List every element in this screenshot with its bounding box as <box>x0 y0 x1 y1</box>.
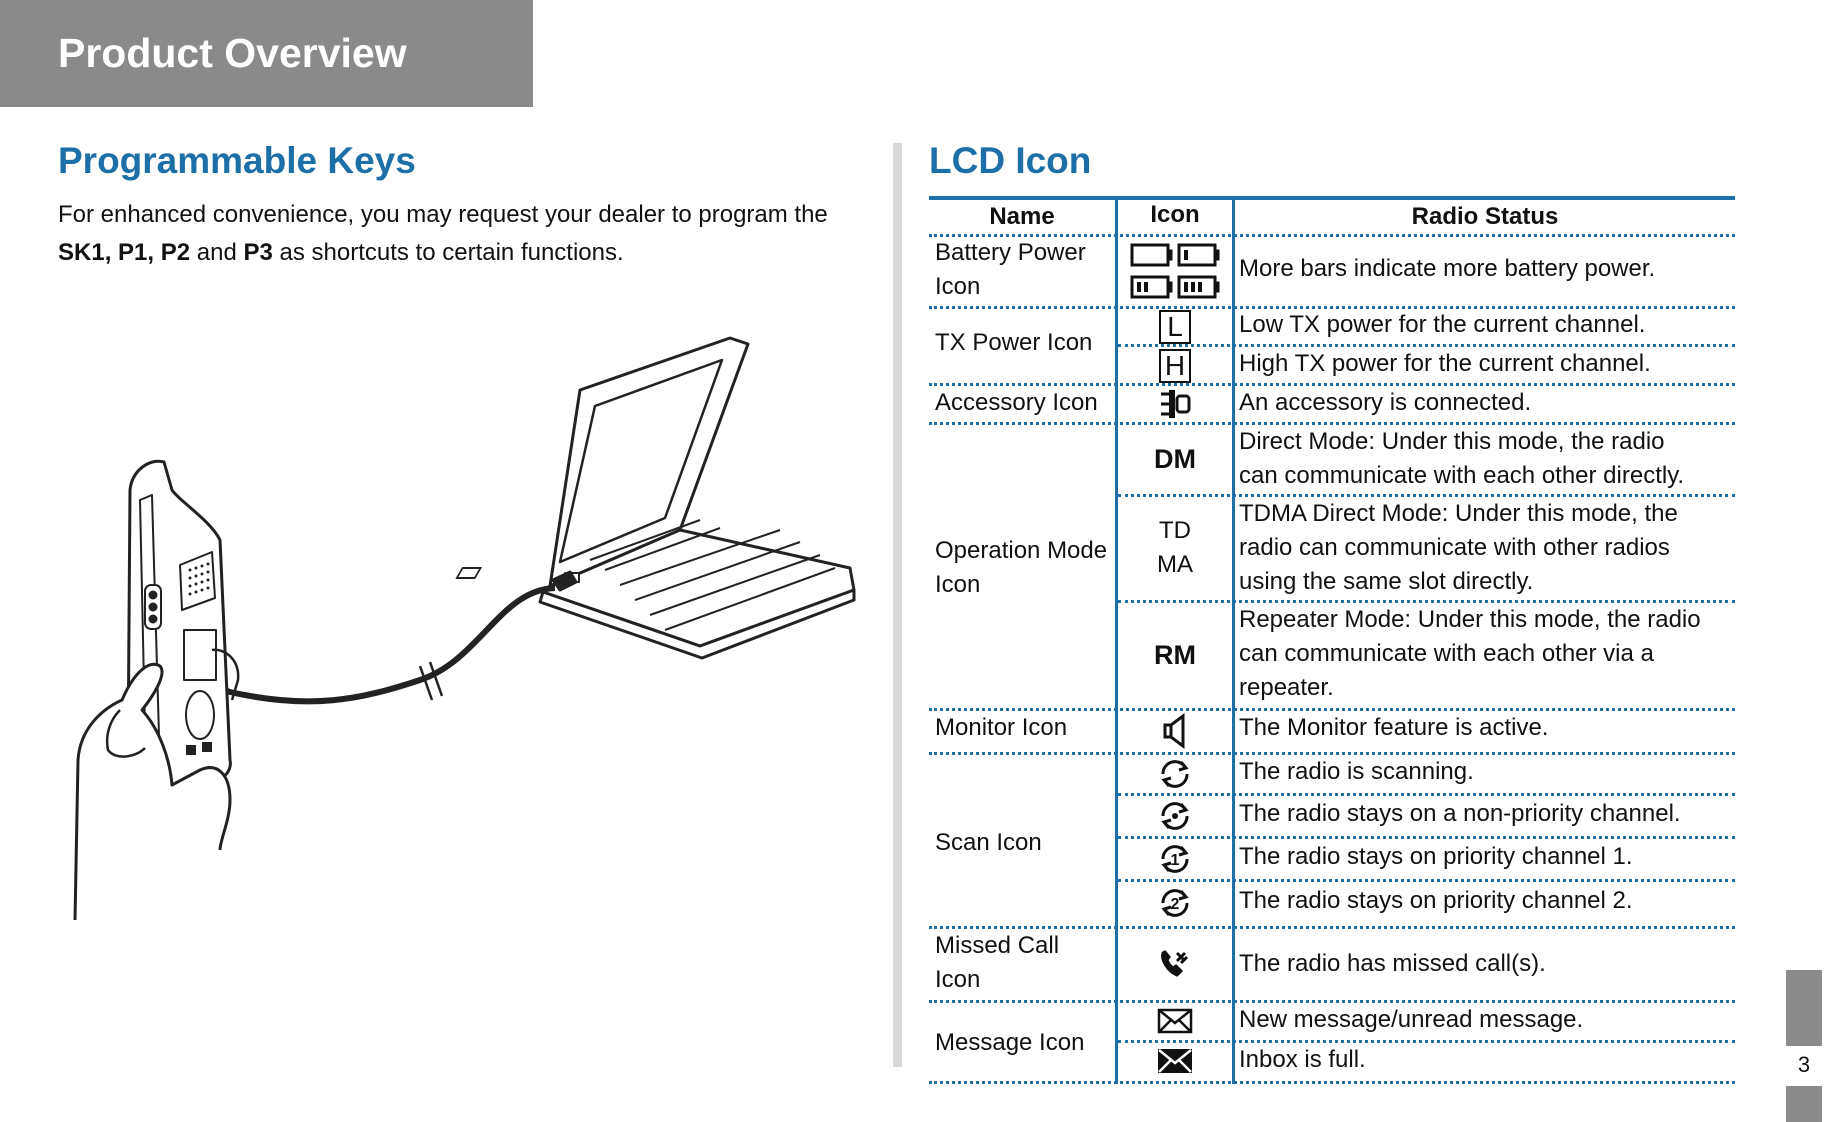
page-tab <box>1786 1086 1822 1122</box>
status-scanning: The radio is scanning. <box>1239 758 1474 785</box>
status-accessory: An accessory is connected. <box>1239 389 1532 416</box>
accessory-icon <box>1157 388 1193 420</box>
radio-laptop-illustration <box>60 330 870 940</box>
tx-high-icon: H <box>1118 347 1232 385</box>
column-header-icon: Icon <box>1150 201 1200 228</box>
usb-cable <box>195 588 555 701</box>
intro-text: For enhanced convenience, you may request your dealer to program the <box>58 201 828 228</box>
scan-non-priority-icon <box>1118 796 1232 836</box>
status-inbox-full: Inbox is full. <box>1239 1046 1366 1073</box>
name-battery-power-icon: Battery Power Icon <box>935 239 1086 300</box>
name-operation-mode-icon: Operation Mode Icon <box>935 537 1108 598</box>
new-message-icon <box>1118 1003 1232 1039</box>
intro-and: and <box>190 239 244 266</box>
missed-call-icon <box>1159 949 1191 979</box>
intro-key-last: P3 <box>243 239 273 266</box>
name-scan-icon: Scan Icon <box>935 829 1042 856</box>
scan-priority-2-icon <box>1118 882 1232 924</box>
scan-icon <box>1157 758 1193 790</box>
envelope-icon <box>1157 1008 1193 1034</box>
scan-icon <box>1118 755 1232 793</box>
accessory-icon <box>1118 386 1232 422</box>
lcd-icon-heading: LCD Icon <box>929 140 1092 181</box>
scan-priority-1-icon <box>1118 839 1232 879</box>
tdma-direct-mode-icon: TD MA <box>1157 517 1193 578</box>
programmable-keys-intro <box>58 196 888 272</box>
name-accessory-icon: Accessory Icon <box>935 389 1098 416</box>
name-message-icon: Message Icon <box>935 1029 1085 1056</box>
name-missed-call-icon: Missed Call Icon <box>935 932 1060 993</box>
status-tx-high: High TX power for the current channel. <box>1239 350 1651 377</box>
battery-icons <box>1118 238 1232 304</box>
status-priority-2: The radio stays on priority channel 2. <box>1239 887 1633 914</box>
status-priority-1: The radio stays on priority channel 1. <box>1239 843 1633 870</box>
programmable-keys-heading: Programmable Keys <box>58 140 416 181</box>
svg-text:2: 2 <box>1170 896 1180 913</box>
missed-call-icon <box>1118 929 1232 999</box>
svg-text:1: 1 <box>1170 852 1180 869</box>
name-tx-power-icon: TX Power Icon <box>935 329 1093 356</box>
status-monitor: The Monitor feature is active. <box>1239 714 1549 741</box>
column-header-radio-status: Radio Status <box>1411 203 1559 230</box>
scan-priority-2-icon <box>1157 887 1193 919</box>
status-repeater-mode: Repeater Mode: Under this mode, the radio can communicate with each other via a repeater. <box>1239 606 1701 701</box>
laptop-illustration <box>457 338 854 658</box>
page-section-title: Product Overview <box>58 30 407 76</box>
direct-mode-icon: DM <box>1154 444 1196 474</box>
envelope-full-icon <box>1157 1048 1193 1074</box>
status-direct-mode: Direct Mode: Under this mode, the radio can communicate with each other directly. <box>1239 428 1685 489</box>
row-separator <box>929 1081 1735 1084</box>
page-number: 3 <box>1797 1052 1811 1077</box>
tx-low-icon: L <box>1118 308 1232 346</box>
column-header-name: Name <box>989 203 1055 230</box>
table-column-rule <box>1232 196 1235 1084</box>
status-tdma-direct-mode: TDMA Direct Mode: Under this mode, the radio can communicate with other radios using the same slot directly. <box>1239 500 1678 595</box>
status-non-priority: The radio stays on a non-priority channel. <box>1239 800 1681 827</box>
page-tab <box>1786 970 1822 1046</box>
status-new-message: New message/unread message. <box>1239 1006 1584 1033</box>
battery-icon <box>1127 239 1223 303</box>
status-missed-call: The radio has missed call(s). <box>1239 950 1546 977</box>
scan-priority-1-icon <box>1157 843 1193 875</box>
status-battery: More bars indicate more battery power. <box>1239 255 1656 282</box>
status-tx-low: Low TX power for the current channel. <box>1239 311 1646 338</box>
column-divider <box>893 143 902 1067</box>
inbox-full-icon <box>1118 1043 1232 1079</box>
name-monitor-icon: Monitor Icon <box>935 714 1068 741</box>
monitor-icon <box>1118 710 1232 752</box>
scan-non-priority-icon <box>1157 800 1193 832</box>
speaker-icon <box>1161 713 1189 749</box>
intro-post: as shortcuts to certain functions. <box>272 239 624 266</box>
intro-keys: SK1, P1, P2 <box>58 239 191 266</box>
repeater-mode-icon: RM <box>1154 640 1196 670</box>
